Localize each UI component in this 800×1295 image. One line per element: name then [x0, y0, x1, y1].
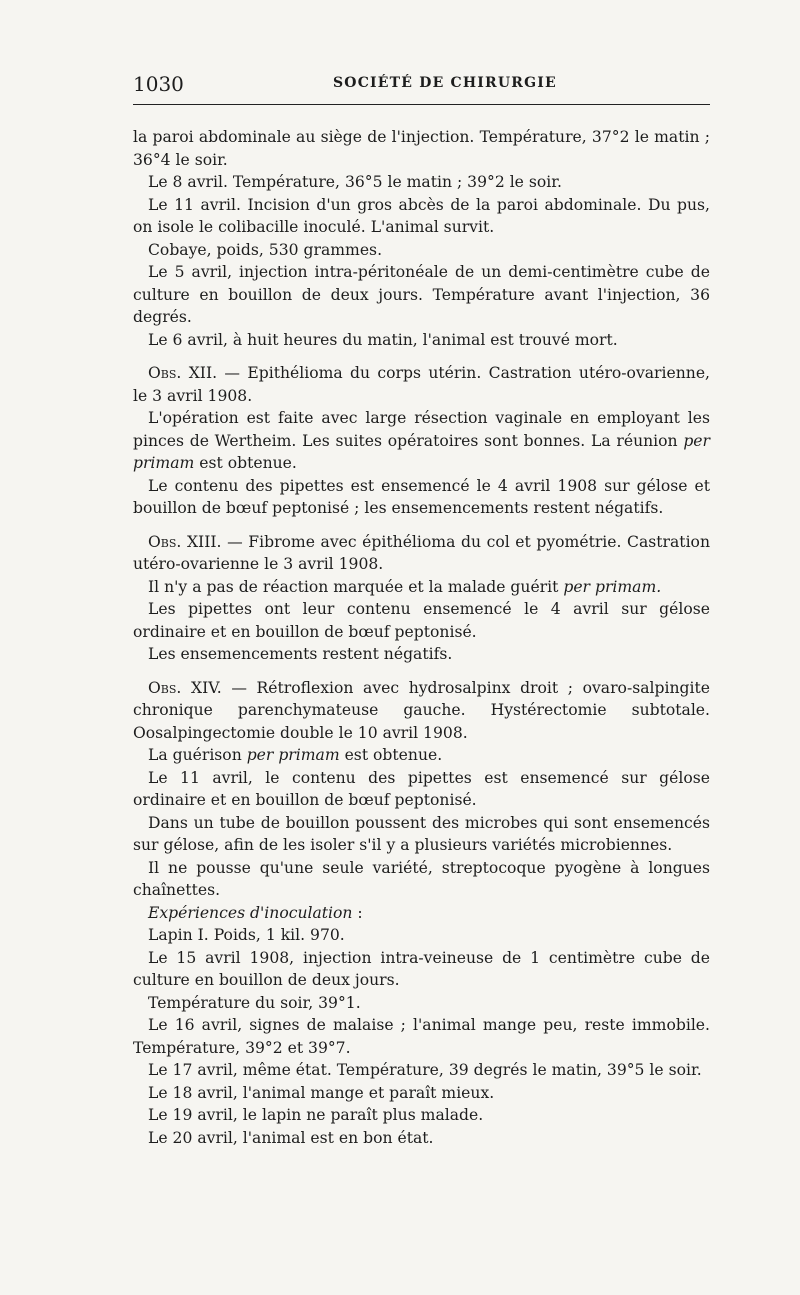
page-number: 1030 [133, 72, 184, 96]
paragraph: Le 18 avril, l'animal mange et paraît mieux. [148, 1083, 495, 1102]
paragraph: Lapin I. Poids, 1 kil. 970. [148, 926, 345, 944]
observation-label: Obs. XIV. [148, 678, 222, 697]
paragraph: Le 17 avril, même état. Température, 39 degrés le matin, 39°5 le soir. [148, 1061, 702, 1079]
italic-phrase: per primam. [563, 577, 662, 596]
paragraph-text: La guérison [148, 746, 247, 764]
paragraph: Le 11 avril. Incision d'un gros abcès de la paroi abdominale. Du pus, on isole le colibacille inoculé. L'animal survit. [133, 195, 710, 236]
paragraph-text: Il n'y a pas de réaction marquée et la malade guérit [148, 577, 564, 596]
header-rule [133, 104, 710, 105]
observation-heading [133, 677, 710, 745]
paragraph: Le 16 avril, signes de malaise ; l'animal mange peu, reste immobile. Température, 39°2 et 39°7. [133, 1016, 710, 1057]
paragraph: Les pipettes ont leur contenu ensemencé le 4 avril sur gélose ordinaire et en bouillon de bœuf peptonisé. [133, 600, 710, 641]
paragraph-text: L'opération est faite avec large résection vaginale en employant les pinces de Wertheim. Les suites opératoires sont bonnes. La réunion [133, 409, 710, 450]
observation-label: Obs. XIII. [148, 532, 222, 551]
paragraph [133, 744, 710, 767]
paragraph-text: : [352, 903, 363, 922]
paragraph-text: est obtenue. [194, 454, 297, 472]
observation-title: — Fibrome avec épithélioma du col et pyométrie. Castration utéro-ovarienne le 3 avril 1908. [133, 532, 710, 573]
observation-heading [133, 531, 710, 576]
paragraph: Le contenu des pipettes est ensemencé le 4 avril 1908 sur gélose et bouillon de bœuf peptonisé ; les ensemencements restent négatifs. [133, 476, 710, 517]
paragraph: Dans un tube de bouillon poussent des microbes qui sont ensemencés sur gélose, afin de les isoler s'il y a plusieurs variétés microbiennes. [133, 813, 710, 854]
paragraph: Le 6 avril, à huit heures du matin, l'animal est trouvé mort. [148, 330, 618, 349]
paragraph: Le 20 avril, l'animal est en bon état. [148, 1128, 434, 1147]
observation-heading [133, 362, 710, 407]
paragraph: Les ensemencements restent négatifs. [148, 645, 453, 663]
paragraph: Cobaye, poids, 530 grammes. [148, 240, 383, 259]
paragraph: Le 11 avril, le contenu des pipettes est ensemencé sur gélose ordinaire et en bouillon de bœuf peptonisé. [133, 768, 710, 809]
body-text [133, 126, 710, 1149]
page-header [133, 70, 710, 98]
paragraph: Le 8 avril. Température, 36°5 le matin ; 39°2 le soir. [148, 173, 562, 191]
paragraph: la paroi abdominale au siège de l'injection. Température, 37°2 le matin ; 36°4 le soir. [133, 128, 710, 169]
paragraph: Le 5 avril, injection intra-péritonéale de un demi-centimètre cube de culture en bouillon de deux jours. Température avant l'injection, 36 degrés. [133, 263, 710, 326]
paragraph: Le 19 avril, le lapin ne paraît plus malade. [148, 1106, 484, 1124]
paragraph: Le 15 avril 1908, injection intra-veineuse de 1 centimètre cube de culture en bouillon de deux jours. [133, 948, 710, 989]
paragraph [133, 902, 710, 925]
italic-phrase: per primam [133, 431, 710, 472]
observation-label: Obs. XII. [148, 364, 218, 382]
observation-title: — Rétroflexion avec hydrosalpinx droit ; ovaro-salpingite chronique parenchymateuse gauche. Hystérectomie subtotale. Oosalpingectomie double le 10 avril 1908. [133, 678, 710, 742]
italic-phrase: per primam [246, 746, 340, 764]
paragraph [133, 407, 710, 475]
italic-phrase: Expériences d'inoculation [148, 903, 353, 922]
paragraph: Température du soir, 39°1. [148, 993, 361, 1012]
paragraph [133, 576, 710, 599]
paragraph: Il ne pousse qu'une seule variété, streptocoque pyogène à longues chaînettes. [133, 858, 710, 899]
observation-title: — Epithélioma du corps utérin. Castration utéro-ovarienne, le 3 avril 1908. [133, 364, 710, 405]
paragraph-text: est obtenue. [339, 746, 443, 764]
running-title: SOCIÉTÉ DE CHIRURGIE [333, 75, 557, 91]
